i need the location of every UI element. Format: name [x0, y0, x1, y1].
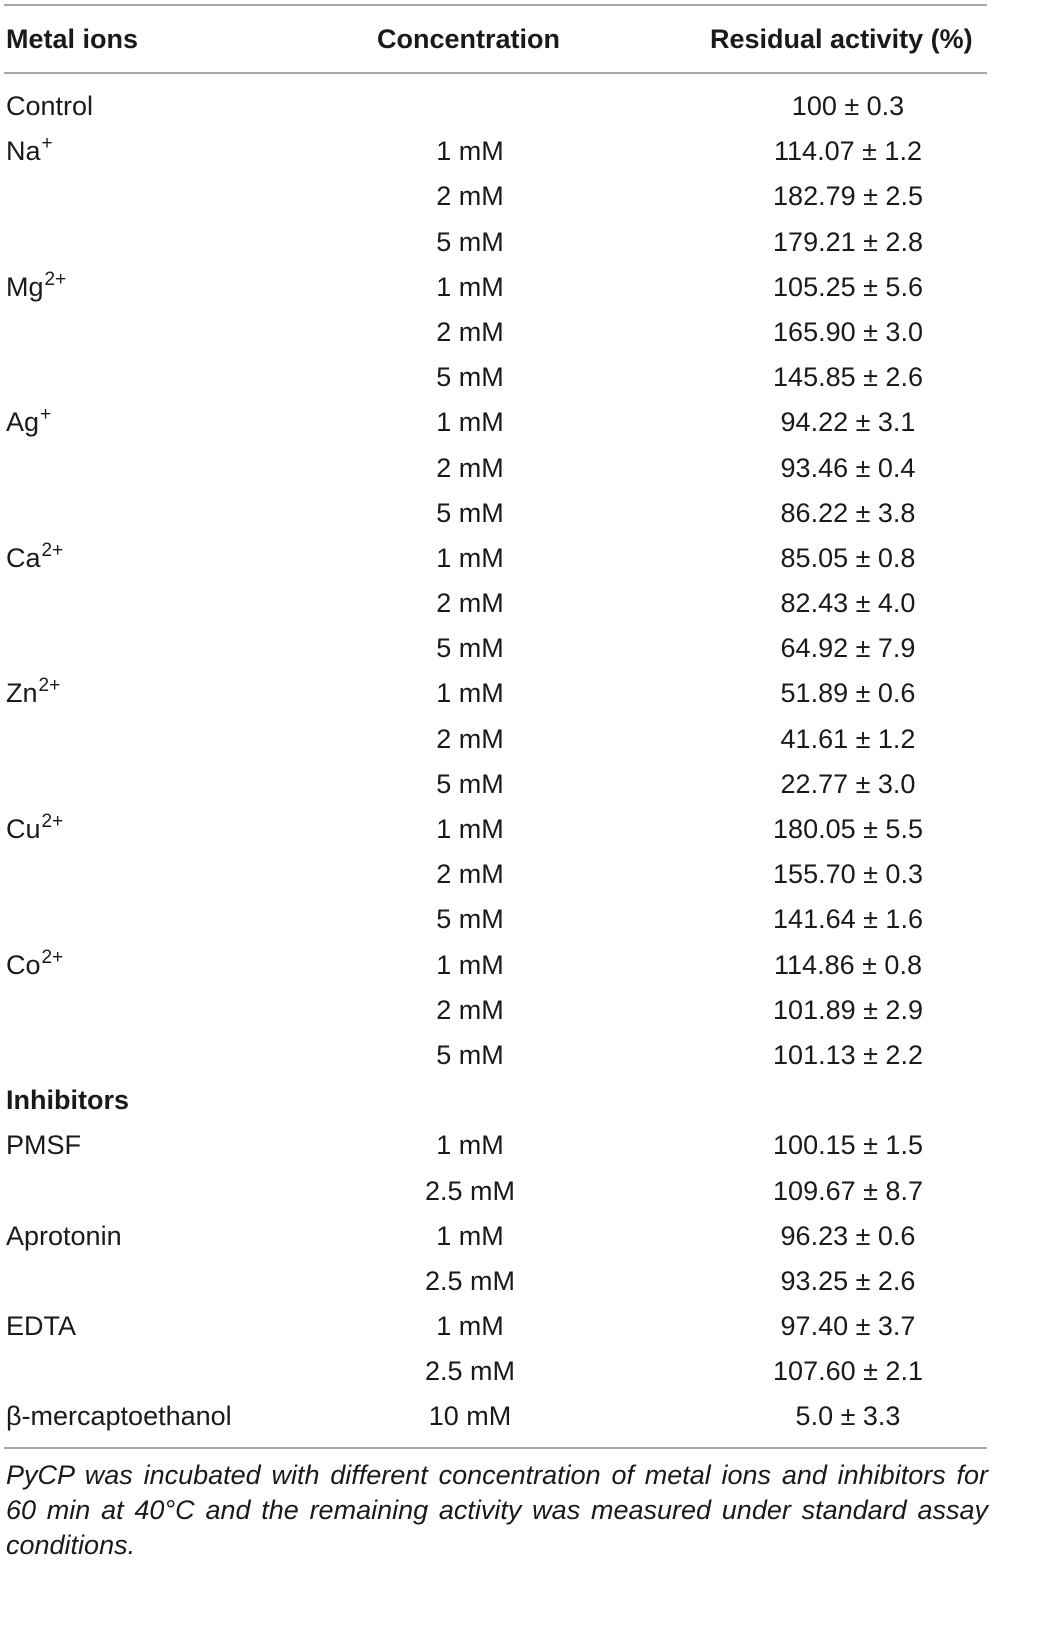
- cell-ion: [6, 675, 61, 709]
- table-row: [0, 672, 1041, 717]
- cell-residual-activity: 93.46 ± 0.4: [780, 452, 916, 483]
- table-row: [0, 582, 1041, 627]
- cell-residual-activity: 93.25 ± 2.6: [780, 1265, 916, 1296]
- cell-concentration: 1 mM: [436, 1130, 504, 1161]
- ion-name: Zn: [6, 678, 38, 709]
- ion-name: Control: [6, 91, 94, 121]
- ion-name: EDTA: [6, 1311, 77, 1342]
- ion-name: Na: [6, 136, 41, 167]
- cell-residual-activity: 96.23 ± 0.6: [780, 1220, 916, 1251]
- ion-name: PMSF: [6, 1130, 82, 1161]
- ion-charge: 2+: [41, 811, 64, 832]
- header-residual-activity: Residual activity (%): [710, 24, 973, 54]
- cell-concentration: 2 mM: [436, 316, 504, 347]
- cell-ion: [6, 91, 93, 122]
- table-row: [0, 989, 1041, 1034]
- table-row: [0, 1124, 1041, 1169]
- cell-residual-activity: 100.15 ± 1.5: [773, 1130, 923, 1161]
- cell-residual-activity: 22.77 ± 3.0: [780, 768, 916, 799]
- table-row: [0, 266, 1041, 311]
- table-row: [0, 401, 1041, 446]
- cell-concentration: 1 mM: [436, 407, 504, 438]
- cell-concentration: 1 mM: [436, 949, 504, 980]
- cell-ion: [6, 268, 67, 303]
- cell-concentration: 5 mM: [436, 904, 504, 935]
- cell-residual-activity: 41.61 ± 1.2: [780, 723, 916, 754]
- table-header-rule: [4, 72, 987, 74]
- cell-concentration: 5 mM: [436, 633, 504, 664]
- ion-name: β-mercaptoethanol: [6, 1401, 232, 1432]
- table-footnote: PyCP was incubated with different concentration of metal ions and inhibitors for 60 min at 40°C and the remaining activity was measured under standard assay conditions.: [6, 1460, 988, 1560]
- table-row: [0, 763, 1041, 808]
- cell-concentration: 2 mM: [436, 723, 504, 754]
- cell-concentration: 2.5 mM: [424, 1175, 516, 1206]
- cell-residual-activity: 107.60 ± 2.1: [773, 1356, 923, 1387]
- ion-charge: 2+: [38, 675, 61, 697]
- cell-concentration: 2 mM: [436, 994, 504, 1025]
- cell-concentration: 5 mM: [436, 362, 504, 393]
- table-row: [0, 221, 1041, 266]
- ion-name: Cu: [6, 814, 41, 844]
- cell-residual-activity: 109.67 ± 8.7: [773, 1175, 923, 1206]
- cell-concentration: 1 mM: [436, 1311, 504, 1342]
- table-row: [0, 1305, 1041, 1350]
- cell-concentration: 5 mM: [436, 226, 504, 257]
- table-row: [0, 85, 1041, 130]
- cell-residual-activity: 85.05 ± 0.8: [780, 542, 916, 573]
- cell-residual-activity: 165.90 ± 3.0: [773, 316, 923, 347]
- cell-concentration: 2 mM: [436, 452, 504, 483]
- cell-concentration: 1 mM: [436, 1220, 504, 1251]
- table-row: [0, 808, 1041, 853]
- cell-concentration: 10 mM: [428, 1401, 512, 1432]
- ion-name: Co: [6, 949, 41, 980]
- cell-concentration: 2 mM: [436, 859, 504, 890]
- cell-residual-activity: 114.07 ± 1.2: [774, 136, 922, 167]
- table-row: [0, 447, 1041, 492]
- cell-residual-activity: 182.79 ± 2.5: [773, 181, 923, 212]
- cell-residual-activity: 5.0 ± 3.3: [795, 1401, 901, 1432]
- cell-ion: [6, 404, 52, 438]
- ion-name: Mg: [6, 271, 44, 302]
- cell-residual-activity: 179.21 ± 2.8: [773, 226, 923, 257]
- table-row: [0, 898, 1041, 943]
- cell-residual-activity: 51.89 ± 0.6: [780, 678, 916, 709]
- cell-ion: [6, 539, 64, 574]
- cell-residual-activity: 100 ± 0.3: [791, 91, 905, 121]
- cell-residual-activity: 101.13 ± 2.2: [773, 1039, 923, 1070]
- cell-concentration: 1 mM: [436, 814, 504, 844]
- table-row: [0, 1350, 1041, 1395]
- cell-ion: [6, 1401, 232, 1432]
- table-row: [0, 311, 1041, 356]
- cell-concentration: 2 mM: [436, 588, 504, 619]
- cell-concentration: 1 mM: [436, 542, 504, 573]
- cell-residual-activity: 97.40 ± 3.7: [780, 1311, 916, 1342]
- table-bottom-rule: [4, 1447, 987, 1449]
- cell-residual-activity: 180.05 ± 5.5: [773, 814, 923, 844]
- table-row: [0, 944, 1041, 989]
- table-body: [0, 85, 1041, 1441]
- ion-charge: +: [40, 404, 52, 426]
- header-concentration: Concentration: [377, 24, 561, 54]
- table-header-row: [0, 14, 1041, 66]
- cell-concentration: 2 mM: [436, 181, 504, 212]
- table-row: [0, 627, 1041, 672]
- ion-name: Ag: [6, 407, 40, 438]
- table-row: [0, 853, 1041, 898]
- cell-residual-activity: 64.92 ± 7.9: [780, 633, 916, 664]
- ion-name: Inhibitors: [6, 1085, 129, 1116]
- table-row: [0, 1170, 1041, 1215]
- ion-name: Ca: [6, 542, 41, 573]
- cell-residual-activity: 94.22 ± 3.1: [780, 407, 916, 438]
- cell-residual-activity: 101.89 ± 2.9: [773, 994, 923, 1025]
- cell-residual-activity: 86.22 ± 3.8: [780, 497, 916, 528]
- cell-ion: [6, 811, 64, 845]
- table-row: [0, 492, 1041, 537]
- table-row: [0, 1395, 1041, 1440]
- cell-residual-activity: 114.86 ± 0.8: [774, 949, 922, 980]
- section-header-row: [0, 1079, 1041, 1124]
- table-row: [0, 1034, 1041, 1079]
- section-label: [6, 1085, 129, 1116]
- cell-ion: [6, 133, 53, 167]
- cell-ion: [6, 1311, 76, 1342]
- cell-ion: [6, 946, 64, 981]
- cell-concentration: 1 mM: [436, 136, 504, 167]
- cell-concentration: 2.5 mM: [424, 1356, 516, 1387]
- cell-residual-activity: 105.25 ± 5.6: [773, 271, 923, 302]
- cell-residual-activity: 141.64 ± 1.6: [773, 904, 923, 935]
- cell-ion: [6, 1221, 122, 1252]
- cell-concentration: 5 mM: [436, 768, 504, 799]
- cell-residual-activity: 155.70 ± 0.3: [773, 859, 923, 890]
- cell-concentration: 5 mM: [436, 497, 504, 528]
- ion-charge: +: [41, 133, 53, 155]
- table-row: [0, 130, 1041, 175]
- cell-residual-activity: 82.43 ± 4.0: [780, 588, 916, 619]
- table-row: [0, 1215, 1041, 1260]
- ion-charge: 2+: [41, 946, 64, 968]
- table-row: [0, 1260, 1041, 1305]
- table-row: [0, 356, 1041, 401]
- table-row: [0, 718, 1041, 763]
- ion-charge: 2+: [44, 268, 67, 290]
- cell-concentration: 2.5 mM: [424, 1265, 516, 1296]
- cell-concentration: 1 mM: [436, 271, 504, 302]
- cell-concentration: 5 mM: [436, 1039, 504, 1070]
- table-row: [0, 537, 1041, 582]
- cell-concentration: 1 mM: [436, 678, 504, 709]
- table-row: [0, 175, 1041, 220]
- header-metal-ions: Metal ions: [6, 24, 139, 54]
- ion-name: Aprotonin: [6, 1220, 122, 1251]
- ion-charge: 2+: [41, 539, 64, 561]
- table-top-rule: [4, 4, 987, 6]
- cell-residual-activity: 145.85 ± 2.6: [773, 362, 923, 393]
- cell-ion: [6, 1130, 81, 1161]
